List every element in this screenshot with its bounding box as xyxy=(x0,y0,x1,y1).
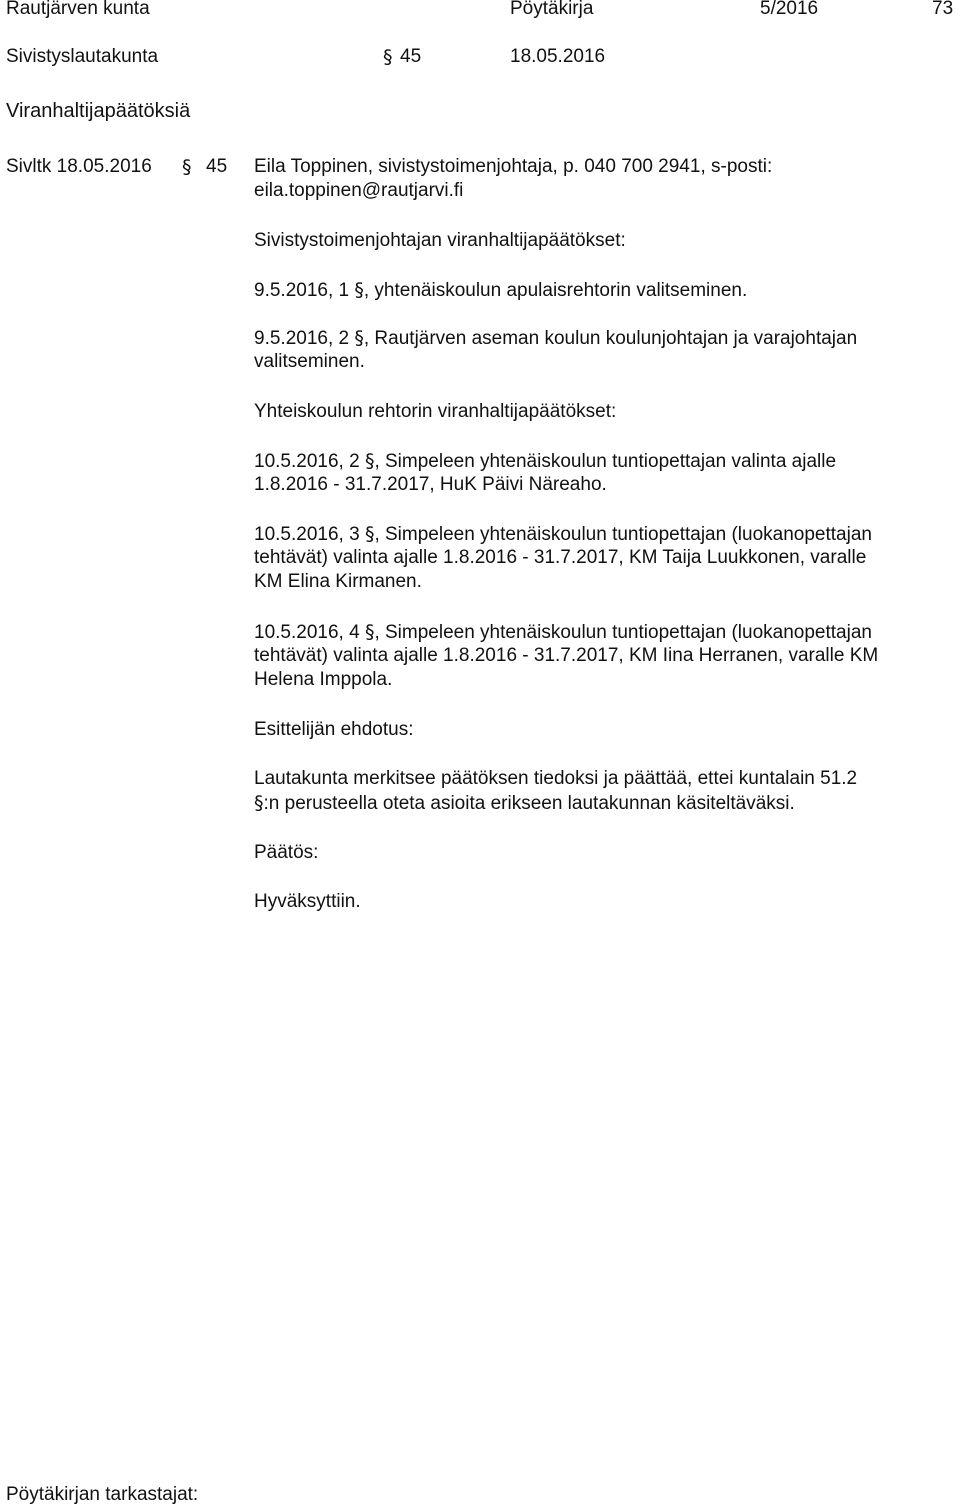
decision-item xyxy=(254,449,836,474)
section-sign-icon: § xyxy=(354,327,364,349)
page-title: Viranhaltijapäätöksiä xyxy=(6,100,191,122)
proposal-line-1: Lautakunta merkitsee päätöksen tiedoksi ja päättää, ettei kuntalain 51.2 xyxy=(254,768,858,789)
decision-item xyxy=(254,522,872,547)
decision-item-text: , yhtenäiskoulun apulaisrehtorin valitseminen. xyxy=(363,280,748,301)
contact-line-1: Eila Toppinen, sivistystoimenjohtaja, p. 040 700 2941, s-posti: xyxy=(254,156,773,177)
header-section-number: 45 xyxy=(400,46,422,67)
decision-item xyxy=(254,620,872,645)
decision-item-line: Helena Imppola. xyxy=(254,669,393,690)
header-doc-type: Pöytäkirja xyxy=(510,0,594,19)
group2-title: Yhteiskoulun rehtorin viranhaltijapäätökset: xyxy=(254,401,617,422)
ref-section-number: 45 xyxy=(206,156,228,177)
decision-item xyxy=(254,278,747,303)
decision-item-date: 10.5.2016, 4 xyxy=(254,622,365,643)
decision-item-date: 10.5.2016, 3 xyxy=(254,524,365,545)
proposal-label: Esittelijän ehdotus: xyxy=(254,719,414,740)
contact-email: eila.toppinen@rautjarvi.fi xyxy=(254,180,464,201)
decision-item-line: valitseminen. xyxy=(254,351,365,372)
header-page-number: 73 xyxy=(932,0,954,19)
decision-text: Hyväksyttiin. xyxy=(254,891,361,912)
group1-title: Sivistystoimenjohtajan viranhaltijapäätökset: xyxy=(254,230,626,251)
header-board: Sivistyslautakunta xyxy=(6,46,159,67)
header-org: Rautjärven kunta xyxy=(6,0,150,19)
decision-item-line: KM Elina Kirmanen. xyxy=(254,571,422,592)
decision-item-text: , Simpeleen yhtenäiskoulun tuntiopettajan valinta ajalle xyxy=(374,451,837,472)
decision-item-line: tehtävät) valinta ajalle 1.8.2016 - 31.7.2017, KM Taija Luukkonen, varalle xyxy=(254,547,867,568)
proposal-line-2 xyxy=(254,791,795,816)
section-sign-icon: § xyxy=(182,156,192,178)
decision-label: Päätös: xyxy=(254,842,319,863)
section-sign-icon: § xyxy=(364,450,375,472)
header-meeting-date: 18.05.2016 xyxy=(510,46,606,67)
section-sign-icon: § xyxy=(383,46,393,68)
ref-label: Sivltk 18.05.2016 xyxy=(6,156,152,177)
footer-reviewers-label: Pöytäkirjan tarkastajat: xyxy=(6,1484,199,1505)
section-sign-icon: § xyxy=(354,279,364,301)
section-sign-icon: § xyxy=(364,523,375,545)
decision-item-line: 1.8.2016 - 31.7.2017, HuK Päivi Näreaho. xyxy=(254,474,607,495)
proposal-line-2-text: :n perusteella oteta asioita erikseen lautakunnan käsiteltäväksi. xyxy=(263,793,795,814)
decision-item-date: 9.5.2016, 1 xyxy=(254,280,355,301)
decision-item-date: 10.5.2016, 2 xyxy=(254,451,365,472)
decision-item-text: , Rautjärven aseman koulun koulunjohtajan ja varajohtajan xyxy=(363,328,858,349)
decision-item-text: , Simpeleen yhtenäiskoulun tuntiopettajan (luokanopettajan xyxy=(374,524,872,545)
header-doc-number: 5/2016 xyxy=(760,0,819,19)
decision-item-date: 9.5.2016, 2 xyxy=(254,328,355,349)
section-sign-icon: § xyxy=(364,621,375,643)
decision-item-text: , Simpeleen yhtenäiskoulun tuntiopettajan (luokanopettajan xyxy=(374,622,872,643)
decision-item xyxy=(254,326,857,351)
decision-item-line: tehtävät) valinta ajalle 1.8.2016 - 31.7.2017, KM Iina Herranen, varalle KM xyxy=(254,645,879,666)
section-sign-icon: § xyxy=(254,792,264,814)
